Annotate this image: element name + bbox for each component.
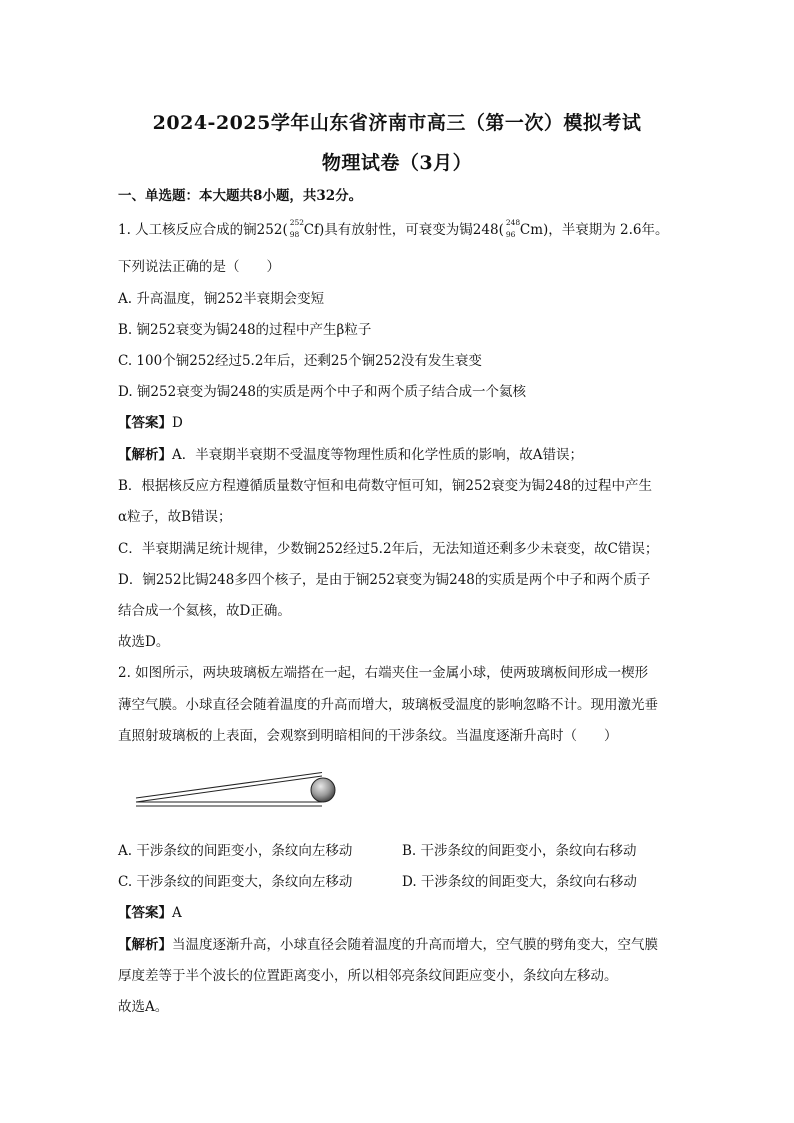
q1-analysis-tag: 【解析】 [118,447,172,463]
cm-mass-number: 248 [505,218,521,227]
metal-ball [311,778,335,802]
q1-analysis-line5: D．锎252比锔248多四个核子，是由于锎252衰变为锔248的实质是两个中子和两个质子 [118,572,651,588]
wedge-air-film-diagram [132,772,342,812]
upper-glass-plate-bottom [136,776,322,802]
q1-stem-end: Cm)，半衰期为 2.6年。 [519,222,669,238]
q1-analysis-line4: C．半衰期满足统计规律，少数锎252经过5.2年后，无法知道还剩多少未衰变，故C错误； [118,541,659,557]
q1-answer-tag: 【答案】 [118,415,172,431]
q2-analysis-line1 [118,936,688,954]
q1-option-c: C. 100个锎252经过5.2年后，还剩25个锎252没有发生衰变 [118,353,482,369]
q1-option-d: D. 锎252衰变为锔248的实质是两个中子和两个质子结合成一个氦核 [118,384,526,400]
q1-answer [118,414,688,432]
q1-stem-start: 1. 人工核反应合成的锎252( [118,222,288,238]
q1-stem-line1 [118,218,688,239]
q1-analysis-line3: α粒子，故B错误； [118,509,232,525]
q2-stem-line3: 直照射玻璃板的上表面，会观察到明暗相间的干涉条纹。当温度逐渐升高时（ ） [118,728,618,744]
q1-analysis-text1: A．半衰期半衰期不受温度等物理性质和化学性质的影响，故A错误； [172,447,583,463]
q2-analysis-line2: 厚度差等于半个波长的位置距离变小，所以相邻亮条纹间距应变小，条纹向左移动。 [118,968,618,984]
q1-analysis-line6: 结合成一个氦核，故D正确。 [118,603,291,619]
q1-analysis-line1 [118,446,688,464]
q2-analysis-tag: 【解析】 [118,937,172,953]
upper-glass-plate-top [136,773,322,799]
q2-analysis-text1: 当温度逐渐升高，小球直径会随着温度的升高而增大，空气膜的劈角变大，空气膜 [172,937,658,953]
exam-subtitle: 物理试卷（3月） [321,152,473,174]
q1-analysis-line2: B．根据核反应方程遵循质量数守恒和电荷数守恒可知，锎252衰变为锔248的过程中产生 [118,478,652,494]
q2-stem-line1: 2. 如图所示，两块玻璃板左端搭在一起，右端夹住一金属小球，使两玻璃板间形成一楔形 [118,665,649,681]
cf-isotope-notation [288,218,305,239]
q1-option-b: B. 锎252衰变为锔248的过程中产生β粒子 [118,322,372,338]
q2-answer [118,904,688,922]
q2-conclusion: 故选A。 [118,999,169,1015]
q2-option-b: B. 干涉条纹的间距变小，条纹向右移动 [402,843,637,859]
q1-stem-line2: 下列说法正确的是（ ） [118,259,280,275]
q1-option-a: A. 升高温度，锎252半衰期会变短 [118,291,325,307]
q2-option-a: A. 干涉条纹的间距变小，条纹向左移动 [118,843,353,859]
q2-option-d: D. 干涉条纹的间距变大，条纹向右移动 [402,874,637,890]
q1-stem-mid: Cf)具有放射性，可衰变为锔248( [303,222,504,238]
q1-conclusion: 故选D。 [118,634,170,650]
q1-answer-value: D [172,415,183,431]
q2-stem-line2: 薄空气膜。小球直径会随着温度的升高而增大，玻璃板受温度的影响忽略不计。现用激光垂 [118,697,658,713]
cm-isotope-notation [504,218,521,239]
cf-mass-number: 252 [289,218,305,227]
cf-atomic-number: 98 [289,230,300,239]
q2-answer-value: A [172,905,182,921]
q2-option-c: C. 干涉条纹的间距变大，条纹向左移动 [118,874,353,890]
cm-atomic-number: 96 [505,230,516,239]
exam-title: 2024-2025学年山东省济南市高三（第一次）模拟考试 [152,112,642,134]
section-heading: 一、单选题：本大题共8小题，共32分。 [118,188,363,204]
q2-answer-tag: 【答案】 [118,905,172,921]
